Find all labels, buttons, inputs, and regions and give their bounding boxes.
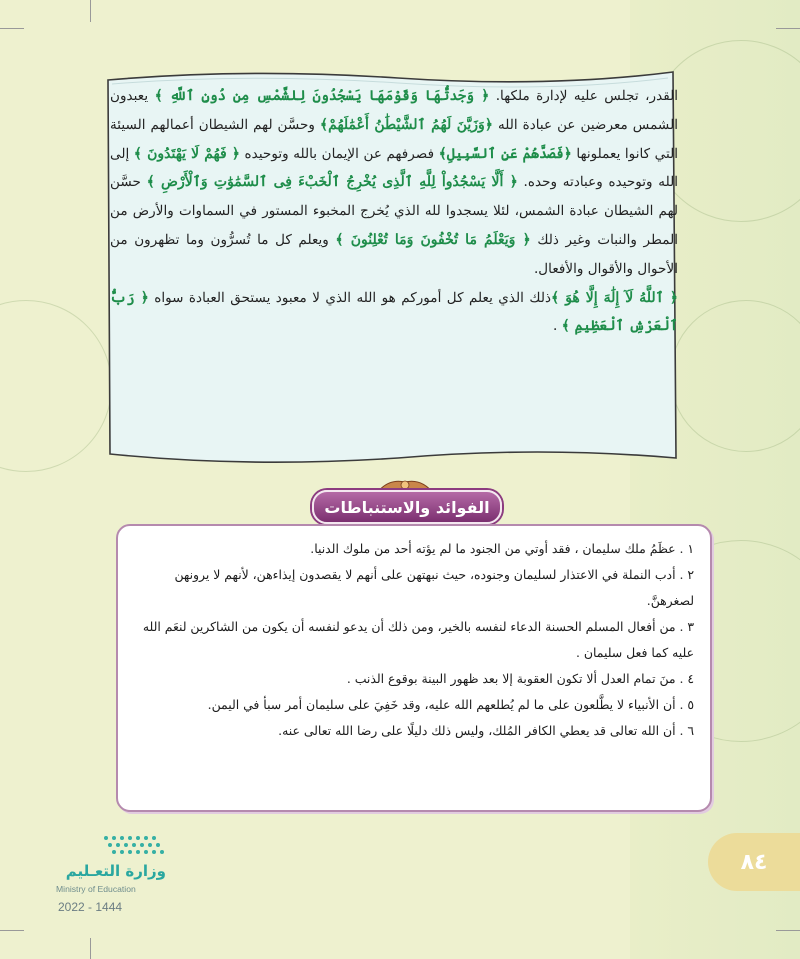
explanation-segment: إلى الله وتوحيده وعبادته وحده.: [110, 145, 679, 191]
quran-verse: ﴿وَزَيَّنَ لَهُمُ ٱلشَّيْطَٰنُ أَعْمَٰلَهُمْ﴾: [319, 116, 493, 133]
benefit-item: ٣ . من أفعال المسلم الحسنة الدعاء لنفسه بالخير، ومن ذلك أن يدعو لنفسه أن يكون من الشاكرين لنعَم الله عليه كما فعل سليمان .: [142, 619, 694, 660]
benefit-item: ٤ . منَ تمام العدل ألا تكون العقوبة إلا بعد ظهور البينة بوقوع الذنب .: [346, 671, 694, 686]
crop-mark: [90, 0, 91, 22]
benefit-item: ٥ . أن الأنبياء لا يطَّلعون على ما لم يُطلعهم الله عليه، وقد خَفِيَ على سليمان أمر سبأ في اليمن.: [207, 697, 694, 712]
quran-verse: ﴿ ٱللَّهُ لَآ إِلَٰهَ إِلَّا هُوَ ﴾: [551, 289, 678, 306]
edition-year: 2022 - 1444: [58, 900, 123, 914]
benefits-box: [116, 524, 712, 812]
explanation-segment: ذلك الذي يعلم كل أموركم هو الله الذي لا معبود يستحق العبادة سواه: [148, 289, 552, 306]
benefit-item: ٢ . أدب النملة في الاعتذار لسليمان وجنوده، حيث نبهتهن على أنهم لا يقصدون إيذاءهن، لأنهم لا يرونهن لصغرهنَّ.: [174, 567, 694, 608]
page-number: ٨٤: [708, 833, 800, 891]
explanation-segment: حسَّن لهم الشيطان عبادة الشمس، لئلا يسجدوا لله الذي يُخرج المخبوء المستور في السماوات والأرض من المطر والنبات وغير ذلك: [110, 174, 678, 248]
crop-mark: [0, 930, 24, 931]
ministry-name-arabic: وزارة التعـليم: [65, 862, 166, 880]
explanation-text: [110, 82, 678, 341]
quran-verse: ﴿ وَجَدتُّهَا وَقَوْمَهَا يَسْجُدُونَ لِلشَّمْسِ مِن دُونِ ٱللَّهِ ﴾: [154, 88, 490, 104]
crop-mark: [0, 28, 24, 29]
quran-verse: ﴿ أَلَّا يَسْجُدُواْ لِلَّهِ ٱلَّذِى يُخْرِجُ ٱلْخَبْءَ فِى ٱلسَّمَٰوَٰتِ وَٱلْأَرْضِ ﴾: [146, 174, 518, 191]
crop-mark: [90, 938, 91, 959]
explanation-segment: القدر، تجلس عليه لإدارة ملكها.: [489, 88, 679, 104]
crop-mark: [776, 28, 800, 29]
quran-verse: ﴿فَصَدَّهُمْ عَنِ ٱلسَّبِيلِ﴾: [438, 145, 572, 162]
explanation-paragraph: [110, 284, 678, 342]
explanation-paragraph: [110, 82, 678, 284]
explanation-segment: وحسَّن لهم الشيطان أعمالهم السيئة التي كانوا يعملونها: [110, 116, 678, 162]
explanation-segment: فصرفهم عن الإيمان بالله وتوحيده: [240, 145, 439, 162]
benefits-list: [118, 526, 710, 744]
quran-verse: ﴿ وَيَعْلَمُ مَا تُخْفُونَ وَمَا تُعْلِنُونَ ﴾: [335, 231, 531, 248]
ornament-circle: [670, 300, 800, 452]
explanation-segment: يعبدون الشمس معرضين عن عبادة الله: [110, 88, 678, 133]
explanation-segment: ويعلم كل ما تُسرُّون وما تظهرون من الأحوال والأقوال والأفعال.: [110, 231, 678, 277]
ministry-logo: [56, 832, 166, 902]
quran-verse: ﴿ فَهُمْ لَا يَهْتَدُونَ ﴾: [133, 145, 241, 162]
ministry-name-english: Ministry of Education: [56, 884, 136, 894]
quran-verse: ﴿ رَبُّ ٱلْعَرْشِ ٱلْعَظِيمِ ﴾: [110, 289, 678, 335]
benefit-item: ٦ . أن الله تعالى قد يعطي الكافر المُلك، وليس ذلك دليلًا على رضا الله تعالى عنه.: [278, 723, 694, 738]
benefit-item: ١ . عظَمُ ملك سليمان ، فقد أوتي من الجنود ما لم يؤته أحد من ملوك الدنيا.: [310, 541, 694, 556]
ministry-dots-icon: [100, 832, 166, 858]
section-title: الفوائد والاستنباطات: [312, 490, 502, 524]
crop-mark: [776, 930, 800, 931]
explanation-segment: .: [552, 318, 562, 335]
section-title-banner: [312, 476, 498, 522]
explanation-scroll-card: [98, 62, 679, 470]
